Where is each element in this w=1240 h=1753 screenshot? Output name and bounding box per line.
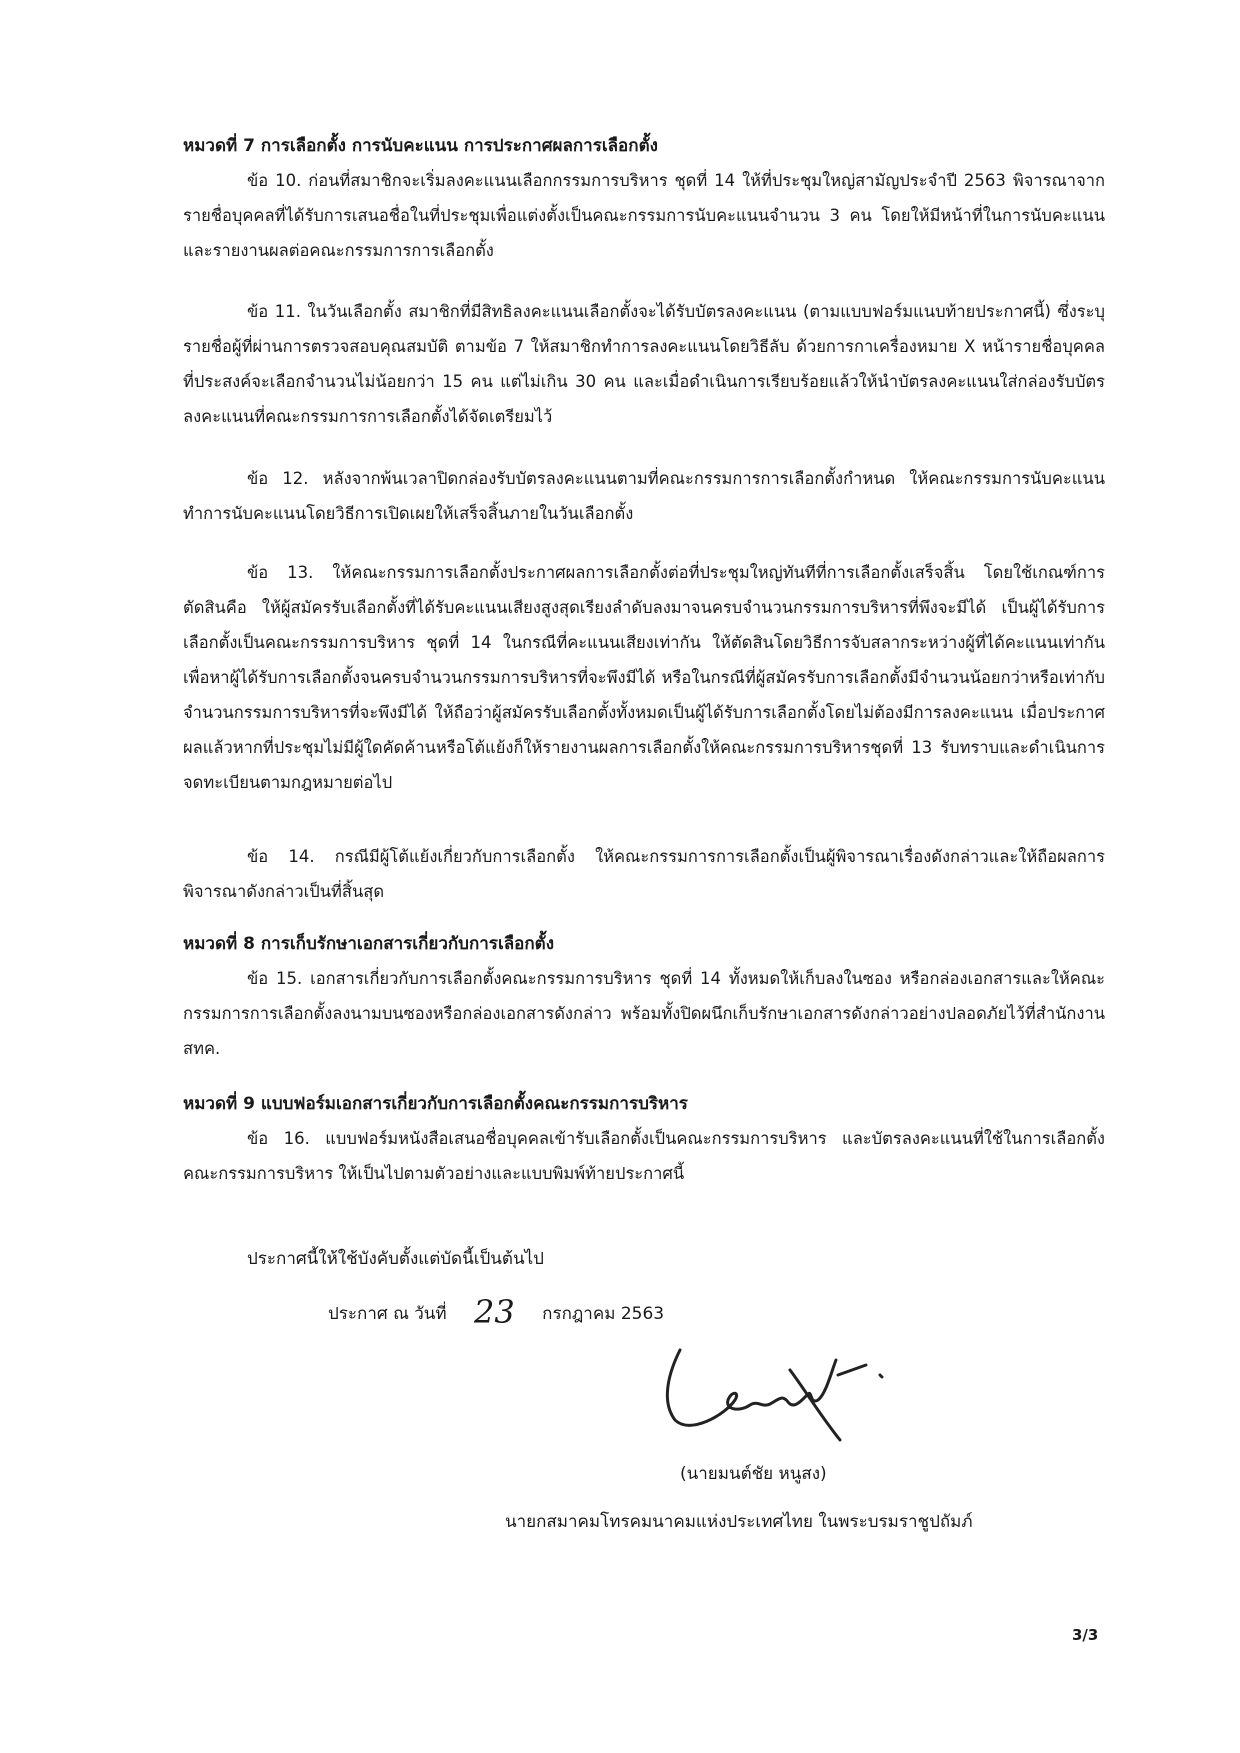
clause-13: ข้อ 13. ให้คณะกรรมการเลือกตั้งประกาศผลการเลือกตั้งต่อที่ประชุมใหญ่ทันทีที่การเลือกตั้งเสร็จสิ้น โดยใช้เกณฑ์การตัดสินคือ ให้ผู้สมัครรับเลือกตั้งที่ได้รับคะแนนเสียงสูงสุดเรียงลำดับลงมาจนครบจำนวนกรรมการบริหารที่พึงจะมีได้ เป็นผู้ได้รับการเลือกตั้งเป็นคณะกรรมการบริหาร ชุดที่ 14 ในกรณีที่คะแนนเสียงเท่ากัน ให้ตัดสินโดยวิธีการจับสลากระหว่างผู้ที่ได้คะแนนเท่ากัน เพื่อหาผู้ได้รับการเลือกตั้งจนครบจำนวนกรรมการบริหารที่จะพึงมีได้ หรือในกรณีที่ผู้สมัครรับการเลือกตั้งมีจำนวนน้อยกว่าหรือเท่ากับจำนวนกรรมการบริหารที่จะพึงมีได้ ให้ถือว่าผู้สมัครรับเลือกตั้งทั้งหมดเป็นผู้ได้รับการเลือกตั้งโดยไม่ต้องมีการลงคะแนน เมื่อประกาศผลแล้วหากที่ประชุมไม่มีผู้ใดคัดค้านหรือโต้แย้งก็ให้รายงานผลการเลือกตั้งให้คณะกรรมการบริหารชุดที่ 13 รับทราบและดำเนินการจดทะเบียนตามกฎหมายต่อไป [183,563,1105,792]
clause-10: ข้อ 10. ก่อนที่สมาชิกจะเริ่มลงคะแนนเลือกกรรมการบริหาร ชุดที่ 14 ให้ที่ประชุมใหญ่สามัญประจำปี 2563 พิจารณาจากรายชื่อบุคคลที่ได้รับการเสนอชื่อในที่ประชุมเพื่อแต่งตั้งเป็นคณะกรรมการนับคะแนนจำนวน 3 คน โดยให้มีหน้าที่ในการนับคะแนนและรายงานผลต่อคณะกรรมการการเลือกตั้ง [183,171,1105,260]
section-heading-8: หมวดที่ 8 การเก็บรักษาเอกสารเกี่ยวกับการเลือกตั้ง [183,934,555,954]
date-prefix: ประกาศ ณ วันที่ [328,1304,447,1324]
signature-image [640,1330,910,1450]
signer-title: นายกสมาคมโทรคมนาคมแห่งประเทศไทย ในพระบรมราชูปถัมภ์ [505,1512,973,1532]
announcement-date [328,1293,664,1331]
page-number: 3/3 [1072,1626,1099,1644]
effective-statement: ประกาศนี้ให้ใช้บังคับตั้งแต่บัดนี้เป็นต้นไป [247,1249,544,1269]
section-heading-7: หมวดที่ 7 การเลือกตั้ง การนับคะแนน การประกาศผลการเลือกตั้ง [183,136,658,156]
clause-12: ข้อ 12. หลังจากพ้นเวลาปิดกล่องรับบัตรลงคะแนนตามที่คณะกรรมการการเลือกตั้งกำหนด ให้คณะกรรมการนับคะแนนทำการนับคะแนนโดยวิธีการเปิดเผยให้เสร็จสิ้นภายในวันเลือกตั้ง [183,469,1105,523]
section-heading-9: หมวดที่ 9 แบบฟอร์มเอกสารเกี่ยวกับการเลือกตั้งคณะกรรมการบริหาร [183,1094,688,1114]
clause-14: ข้อ 14. กรณีมีผู้โต้แย้งเกี่ยวกับการเลือกตั้ง ให้คณะกรรมการการเลือกตั้งเป็นผู้พิจารณาเรื่องดังกล่าวและให้ถือผลการพิจารณาดังกล่าวเป็นที่สิ้นสุด [183,847,1105,901]
date-day-handwritten: 23 [474,1293,515,1331]
clause-15: ข้อ 15. เอกสารเกี่ยวกับการเลือกตั้งคณะกรรมการบริหาร ชุดที่ 14 ทั้งหมดให้เก็บลงในซอง หรือกล่องเอกสารและให้คณะกรรมการการเลือกตั้งลงนามบนซองหรือกล่องเอกสารดังกล่าว พร้อมทั้งปิดผนึกเก็บรักษาเอกสารดังกล่าวอย่างปลอดภัยไว้ที่สำนักงาน สทค. [183,969,1105,1058]
signer-name: (นายมนต์ชัย หนูสง) [680,1464,827,1484]
clause-16: ข้อ 16. แบบฟอร์มหนังสือเสนอชื่อบุคคลเข้ารับเลือกตั้งเป็นคณะกรรมการบริหาร และบัตรลงคะแนนที่ใช้ในการเลือกตั้งคณะกรรมการบริหาร ให้เป็นไปตามตัวอย่างและแบบพิมพ์ท้ายประกาศนี้ [183,1129,1105,1183]
date-month-year: กรกฎาคม 2563 [542,1304,665,1324]
clause-11: ข้อ 11. ในวันเลือกตั้ง สมาชิกที่มีสิทธิลงคะแนนเลือกตั้งจะได้รับบัตรลงคะแนน (ตามแบบฟอร์มแนบท้ายประกาศนี้) ซึ่งระบุรายชื่อผู้ที่ผ่านการตรวจสอบคุณสมบัติ ตามข้อ 7 ให้สมาชิกทำการลงคะแนนโดยวิธีลับ ด้วยการกาเครื่องหมาย X หน้ารายชื่อบุคคลที่ประสงค์จะเลือกจำนวนไม่น้อยกว่า 15 คน แต่ไม่เกิน 30 คน และเมื่อดำเนินการเรียบร้อยแล้วให้นำบัตรลงคะแนนใส่กล่องรับบัตรลงคะแนนที่คณะกรรมการการเลือกตั้งได้จัดเตรียมไว้ [183,302,1105,426]
